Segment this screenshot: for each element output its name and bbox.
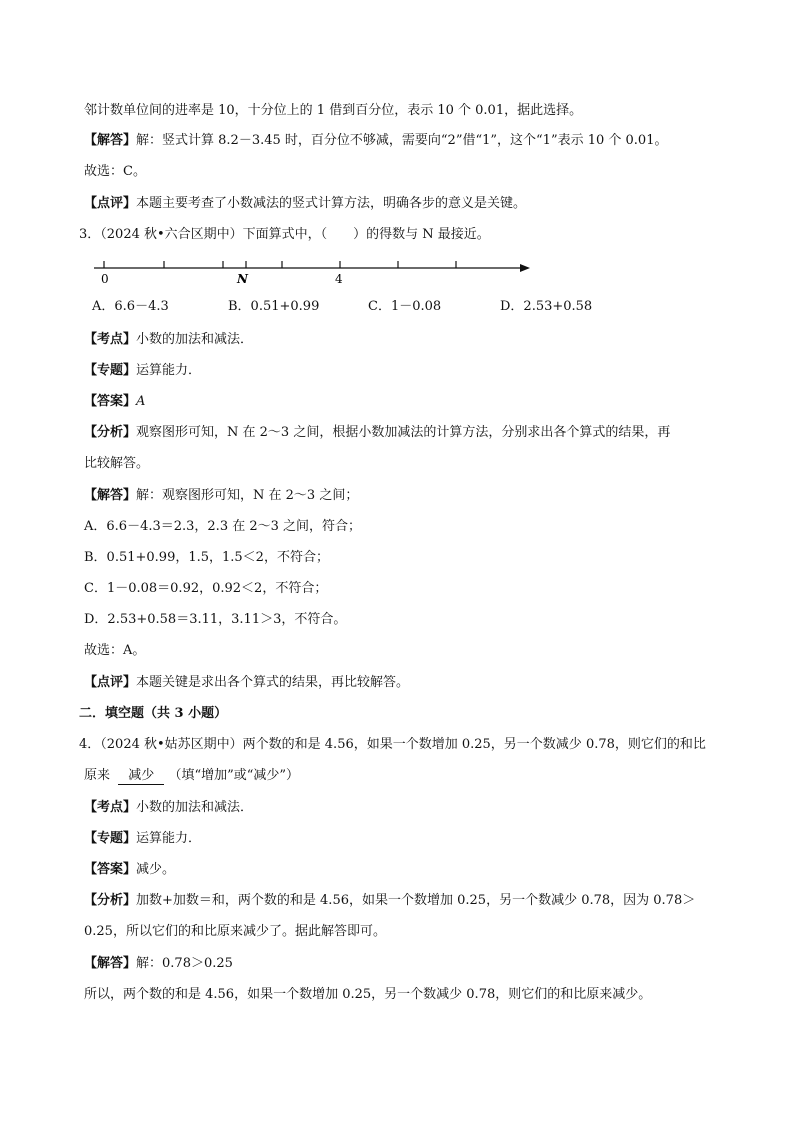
number-line <box>86 255 536 289</box>
tag-comment: 【点评】 <box>84 196 137 211</box>
q4-suffix: （填“增加”或“减少”） <box>168 768 300 783</box>
step-a: A．6.6－4.3＝2.3，2.3 在 2～3 之间，符合； <box>84 519 362 534</box>
label-zero: 0 <box>101 272 109 286</box>
solution-text: 解：竖式计算 8.2－3.45 时，百分位不够减，需要向“2”借“1”，这个“1”表示 10 个 0.01。 <box>136 133 668 148</box>
daan-line-2 <box>84 860 175 880</box>
choose-line-2: 故选：A。 <box>84 643 146 658</box>
fenxi-line-4: 0.25，所以它们的和比原来减少了。据此解答即可。 <box>84 924 386 939</box>
jieda-text: 解：观察图形可知，N 在 2～3 之间； <box>136 488 359 503</box>
option-a: A．6.6－4.3 <box>92 299 169 314</box>
tag-solution: 【解答】 <box>84 133 137 148</box>
label-four: 4 <box>335 272 343 286</box>
tag-daan: 【答案】 <box>84 394 137 409</box>
options-row <box>84 297 704 317</box>
tag-fenxi: 【分析】 <box>84 893 137 908</box>
step-b: B．0.51+0.99，1.5，1.5＜2，不符合； <box>84 550 329 565</box>
arrow-head <box>520 264 530 272</box>
zhuanti-text: 运算能力． <box>136 831 202 846</box>
daan-text: A <box>136 394 146 409</box>
tag-zhuanti: 【专题】 <box>84 831 137 846</box>
answer-blank: 减少 <box>118 768 164 785</box>
jieda-line-2 <box>84 954 233 974</box>
answer-line <box>84 131 667 151</box>
fenxi-line <box>84 423 670 443</box>
tag-kaodian: 【考点】 <box>84 332 137 347</box>
fenxi-line-2: 比较解答。 <box>84 456 150 471</box>
tag-jieda: 【解答】 <box>84 956 137 971</box>
label-n: N <box>237 272 248 286</box>
comment-text: 本题关键是求出各个算式的结果，再比较解答。 <box>136 675 410 690</box>
tag-fenxi: 【分析】 <box>84 425 137 440</box>
fenxi-text: 加数+加数＝和，两个数的和是 4.56，如果一个数增加 0.25，另一个数减少 0.78，因为 0.78＞ <box>136 893 696 908</box>
fenxi-text: 观察图形可知，N 在 2～3 之间，根据小数加减法的计算方法，分别求出各个算式的结果，再 <box>136 425 671 440</box>
jieda-text: 解：0.78＞0.25 <box>136 956 233 971</box>
question-3: 3．（2024 秋•六合区期中）下面算式中，（ ）的得数与 N 最接近。 <box>79 227 490 242</box>
comment-line <box>84 194 526 214</box>
tag-jieda: 【解答】 <box>84 488 137 503</box>
tag-zhuanti: 【专题】 <box>84 363 137 378</box>
step-c: C．1－0.08＝0.92，0.92＜2，不符合； <box>84 581 328 596</box>
ticks <box>104 261 456 268</box>
kaodian-text: 小数的加法和减法． <box>136 800 254 815</box>
daan-text: 减少。 <box>136 862 176 877</box>
step-d: D．2.53+0.58＝3.11，3.11＞3，不符合。 <box>84 612 347 627</box>
text-line: 邻计数单位间的进率是 10，十分位上的 1 借到百分位，表示 10 个 0.01，据此选择。 <box>84 103 583 118</box>
comment-text: 本题主要考查了小数减法的竖式计算方法，明确各步的意义是关键。 <box>136 196 527 211</box>
tag-daan: 【答案】 <box>84 862 137 877</box>
zhuanti-line <box>84 361 201 381</box>
question-4: 4．（2024 秋•姑苏区期中）两个数的和是 4.56，如果一个数增加 0.25，另一个数减少 0.78，则它们的和比 <box>79 737 706 752</box>
option-d: D．2.53+0.58 <box>500 299 593 314</box>
tag-comment: 【点评】 <box>84 675 137 690</box>
tag-kaodian: 【考点】 <box>84 800 137 815</box>
fenxi-line-3 <box>84 891 695 911</box>
section-heading: 二．填空题（共 3 小题） <box>79 706 228 721</box>
jieda-line <box>84 486 358 506</box>
option-c: C．1－0.08 <box>368 299 442 314</box>
choose-line: 故选：C。 <box>84 164 146 179</box>
kaodian-text: 小数的加法和减法． <box>136 332 254 347</box>
kaodian-line-2 <box>84 798 253 818</box>
comment-line-2 <box>84 673 409 693</box>
zhuanti-text: 运算能力． <box>136 363 202 378</box>
question-4-line-2 <box>84 766 299 786</box>
q4-prefix: 原来 <box>84 768 111 783</box>
daan-line <box>84 392 145 412</box>
zhuanti-line-2 <box>84 829 201 849</box>
conclusion-line: 所以，两个数的和是 4.56，如果一个数增加 0.25，另一个数减少 0.78，则它们的和比原来减少。 <box>84 987 652 1002</box>
option-b: B．0.51+0.99 <box>228 299 320 314</box>
kaodian-line <box>84 330 253 350</box>
